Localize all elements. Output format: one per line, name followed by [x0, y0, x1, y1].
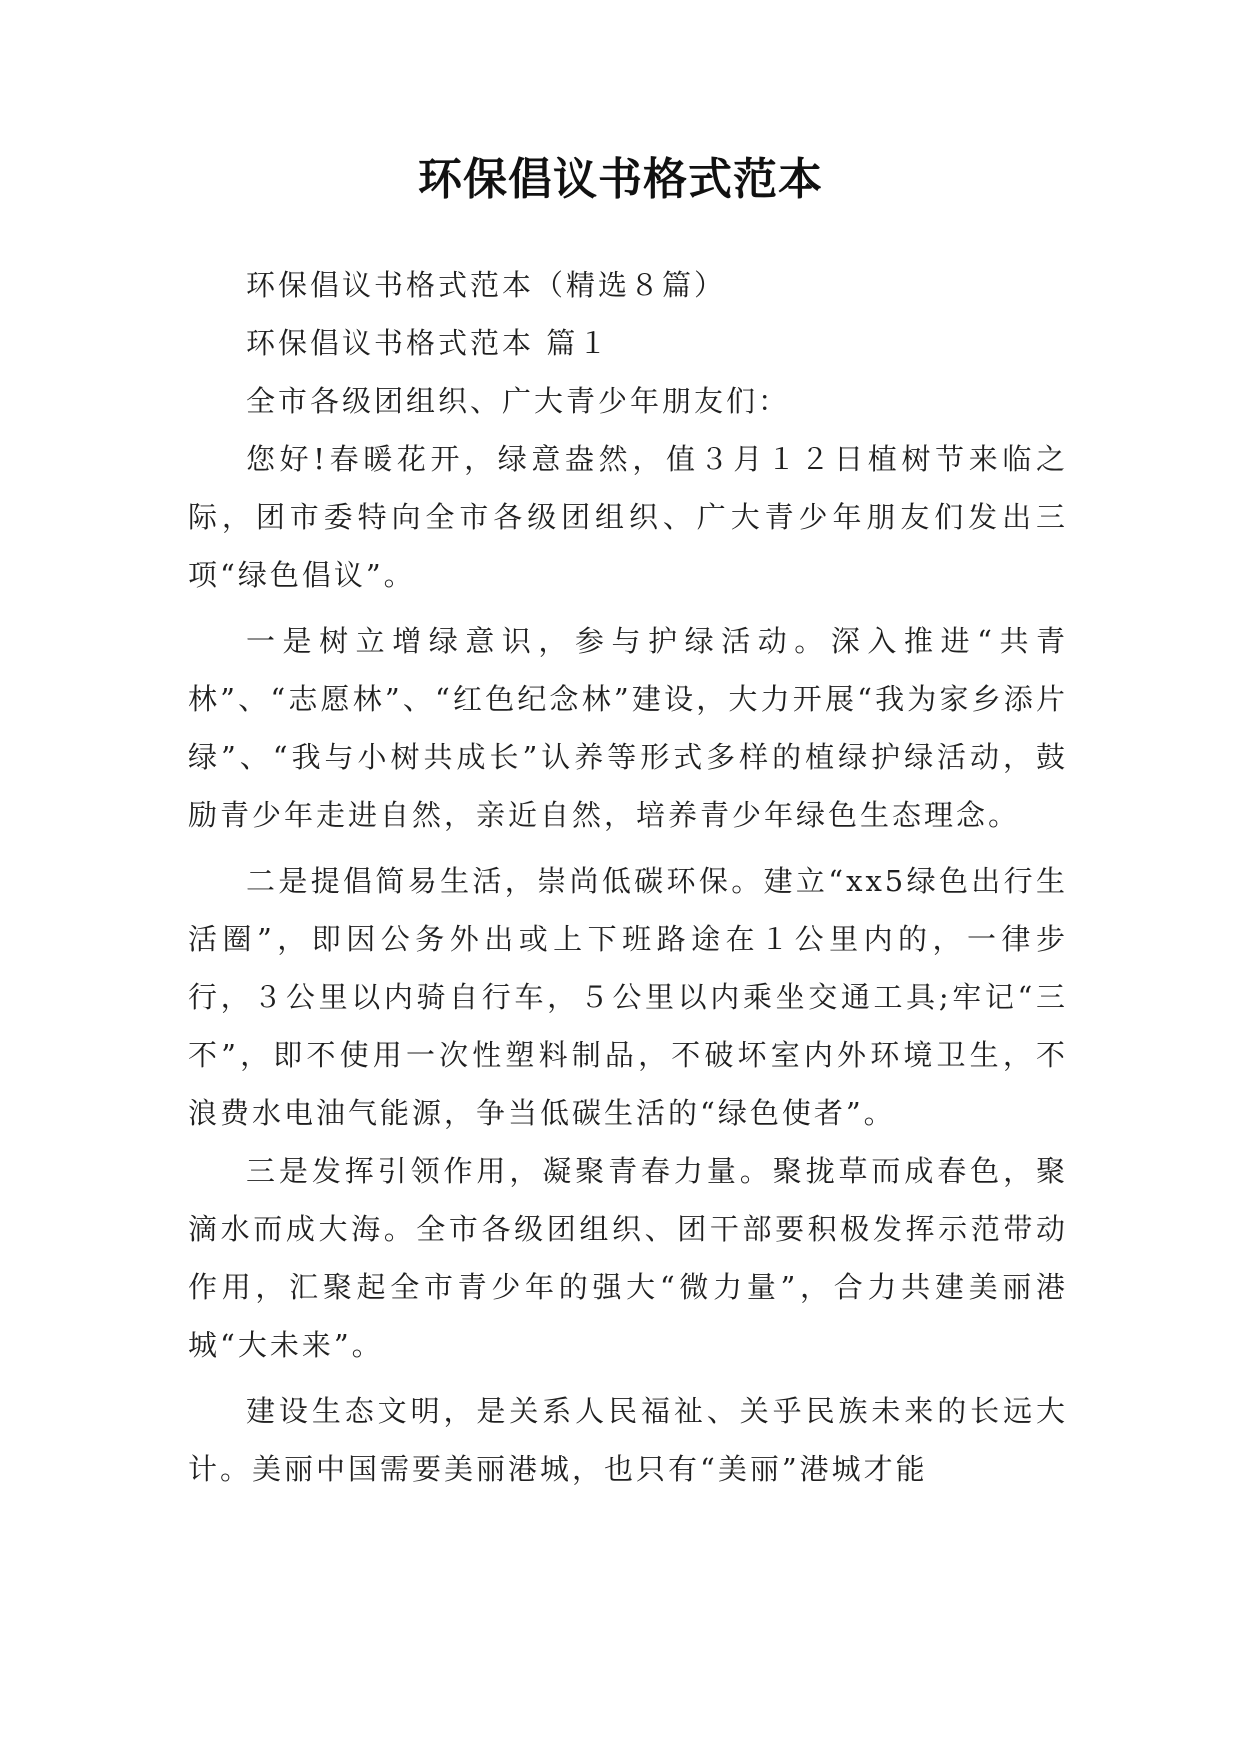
paragraph-proposal-one: 一是树立增绿意识，参与护绿活动。深入推进“共青林”、“志愿林”、“红色纪念林”建设，大力开展“我为家乡添片绿”、“我与小树共成长”认养等形式多样的植绿护绿活动，鼓励青少年走进自然，亲近自然，培养青少年绿色生态理念。: [188, 624, 1068, 832]
paragraph-proposal-three: 三是发挥引领作用，凝聚青春力量。聚拢草而成春色，聚滴水而成大海。全市各级团组织、团干部要积极发挥示范带动作用，汇聚起全市青少年的强大“微力量”，合力共建美丽港城“大未来”。: [188, 1154, 1068, 1362]
paragraph-proposal-two: 二是提倡简易生活，崇尚低碳环保。建立“xx5绿色出行生活圈”，即因公务外出或上下班路途在１公里内的，一律步行，３公里以内骑自行车，５公里以内乘坐交通工具;牢记“三不”，即不使用一次性塑料制品，不破坏室内外环境卫生，不浪费水电油气能源，争当低碳生活的“绿色使者”。: [188, 864, 1068, 1130]
paragraph-subtitle: 环保倡议书格式范本（精选８篇）: [246, 268, 727, 302]
document-body: [188, 256, 1068, 1498]
paragraph-greeting: 您好!春暖花开，绿意盎然，值３月１２日植树节来临之际，团市委特向全市各级团组织、广大青少年朋友们发出三项“绿色倡议”。: [188, 442, 1068, 592]
paragraph-conclusion: 建设生态文明，是关系人民福祉、关乎民族未来的长远大计。美丽中国需要美丽港城，也只有“美丽”港城才能: [188, 1394, 1068, 1486]
paragraph-section-heading: 环保倡议书格式范本 篇１: [246, 326, 611, 360]
document-title: 环保倡议书格式范本: [418, 154, 823, 205]
paragraph-salutation: 全市各级团组织、广大青少年朋友们：: [246, 384, 791, 418]
